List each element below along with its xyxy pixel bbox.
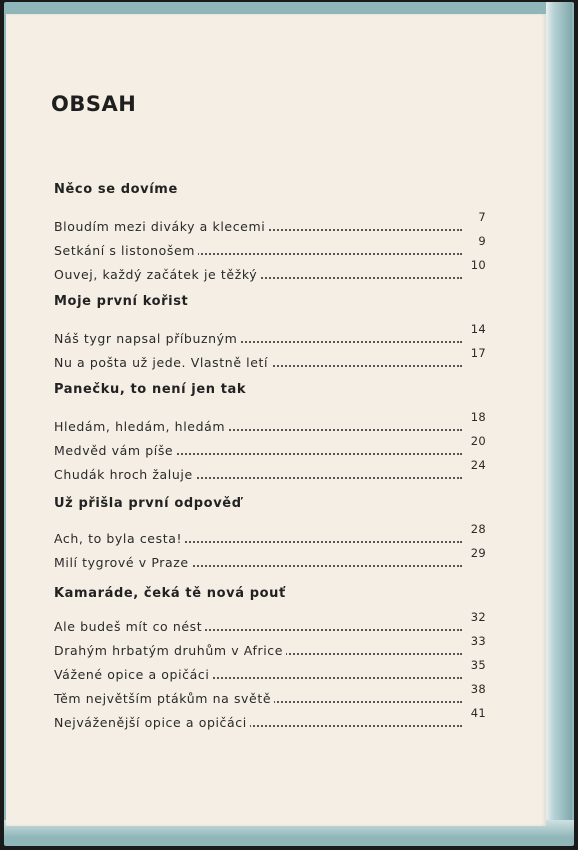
- toc-entry: [54, 658, 486, 684]
- entry-title: Medvěd vám píše: [54, 443, 176, 458]
- page-title: OBSAH: [51, 92, 137, 116]
- page-number: 7: [478, 210, 486, 224]
- page-number: 24: [470, 458, 486, 472]
- toc-entry: [54, 610, 486, 636]
- toc-entry: [54, 322, 486, 348]
- entry-title: Těm největším ptákům na světě: [54, 691, 274, 706]
- table-of-contents: [6, 14, 546, 826]
- page-number: 41: [470, 706, 486, 720]
- toc-entry: [54, 234, 486, 260]
- toc-entry: [54, 634, 486, 660]
- entry-title: Milí tygrové v Praze: [54, 555, 192, 570]
- toc-entry: [54, 682, 486, 708]
- page-number: 9: [478, 234, 486, 248]
- toc-entry: [54, 522, 486, 548]
- page-number: 29: [470, 546, 486, 560]
- toc-entry: [54, 346, 486, 372]
- page-number: 10: [470, 258, 486, 272]
- entry-title: Nu a pošta už jede. Vlastně letí: [54, 355, 271, 370]
- entry-title: Vážené opice a opičáci: [54, 667, 212, 682]
- entry-title: Náš tygr napsal příbuzným: [54, 331, 240, 346]
- entry-title: Drahým hrbatým druhům v Africe: [54, 643, 286, 658]
- page-number: 18: [470, 410, 486, 424]
- entry-title: Ach, to byla cesta!: [54, 531, 185, 546]
- entry-title: Chudák hroch žaluje: [54, 467, 196, 482]
- entry-title: Hledám, hledám, hledám: [54, 419, 228, 434]
- page-number: 28: [470, 522, 486, 536]
- page-number: 17: [470, 346, 486, 360]
- entry-title: Ouvej, každý začátek je těžký: [54, 267, 260, 282]
- page-number: 14: [470, 322, 486, 336]
- entry-title: Ale budeš mít co nést: [54, 619, 205, 634]
- entry-title: Bloudím mezi diváky a klecemi: [54, 219, 268, 234]
- page-number: 38: [470, 682, 486, 696]
- entry-title: Setkání s listonošem: [54, 243, 198, 258]
- entry-title: Nejváženější opice a opičáci: [54, 715, 250, 730]
- page-number: 32: [470, 610, 486, 624]
- page-number: 33: [470, 634, 486, 648]
- page-number: 35: [470, 658, 486, 672]
- section-title: Už přišla první odpověď: [54, 496, 242, 511]
- section-title: Kamaráde, čeká tě nová pouť: [54, 586, 286, 601]
- toc-entry: [54, 258, 486, 284]
- book-cover-edge: [546, 2, 572, 834]
- section-title: Panečku, to není jen tak: [54, 382, 247, 397]
- section-title: Něco se dovíme: [54, 182, 178, 197]
- toc-entry: [54, 458, 486, 484]
- section-title: Moje první kořist: [54, 294, 189, 309]
- contents-page: [6, 14, 546, 826]
- toc-entry: [54, 546, 486, 572]
- page-number: 20: [470, 434, 486, 448]
- toc-entry: [54, 434, 486, 460]
- toc-entry: [54, 706, 486, 732]
- toc-entry: [54, 210, 486, 236]
- toc-entry: [54, 410, 486, 436]
